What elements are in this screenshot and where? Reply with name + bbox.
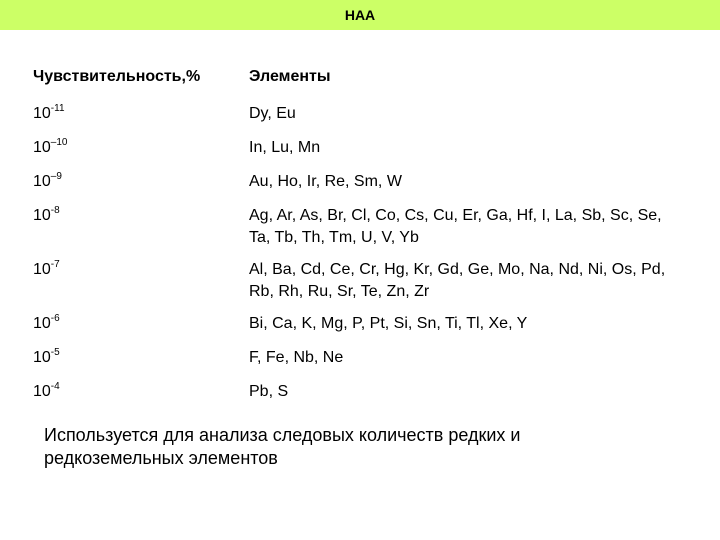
page-title: НАА (344, 7, 376, 23)
sensitivity-cell (33, 200, 249, 254)
sensitivity-base: 10 (33, 349, 51, 366)
sensitivity-exponent: -5 (50, 347, 60, 358)
usage-note: Используется для анализа следовых количеств редких и редкоземельных элементов (44, 425, 521, 468)
sensitivity-exponent: –10 (50, 137, 68, 148)
elements-cell: Au, Ho, Ir, Re, Sm, W (249, 173, 402, 190)
sensitivity-base: 10 (33, 261, 51, 278)
table-header-row (33, 64, 683, 98)
table-row (33, 200, 683, 254)
table-row (33, 98, 683, 132)
sensitivity-base: 10 (33, 173, 51, 190)
sensitivity-exponent: -6 (50, 313, 60, 324)
elements-cell: F, Fe, Nb, Ne (249, 349, 344, 366)
sensitivity-cell (33, 342, 249, 376)
elements-cell: In, Lu, Mn (249, 139, 321, 156)
sensitivity-cell (33, 166, 249, 200)
sensitivity-exponent: -11 (50, 103, 65, 114)
sensitivity-column-header: Чувствительность,% (33, 68, 201, 85)
sensitivity-base: 10 (33, 207, 51, 224)
sensitivity-cell (33, 254, 249, 308)
elements-cell: Al, Ba, Cd, Ce, Cr, Hg, Kr, Gd, Ge, Mo, Na, Nd, Ni, Os, Pd, Rb, Rh, Ru, Sr, Te, Zn, Zr (249, 261, 666, 300)
sensitivity-base: 10 (33, 139, 51, 156)
elements-cell: Bi, Ca, K, Mg, P, Pt, Si, Sn, Ti, Tl, Xe, Y (249, 315, 528, 332)
table-row (33, 376, 683, 410)
sensitivity-exponent: -8 (50, 205, 60, 216)
table-row (33, 308, 683, 342)
elements-column-header: Элементы (249, 68, 331, 85)
sensitivity-cell (33, 376, 249, 410)
sensitivity-exponent: -4 (50, 381, 60, 392)
sensitivity-exponent: -7 (50, 259, 60, 270)
table-row (33, 342, 683, 376)
elements-cell: Ag, Ar, As, Br, Cl, Co, Cs, Cu, Er, Ga, Hf, I, La, Sb, Sc, Se, Ta, Tb, Th, Tm, U, V, Yb (249, 207, 662, 246)
sensitivity-base: 10 (33, 105, 51, 122)
title-bar (0, 0, 720, 30)
table-row (33, 132, 683, 166)
sensitivity-cell (33, 308, 249, 342)
table-row (33, 254, 683, 308)
table-row (33, 166, 683, 200)
sensitivity-base: 10 (33, 315, 51, 332)
sensitivity-table (33, 64, 683, 410)
sensitivity-cell (33, 132, 249, 166)
sensitivity-base: 10 (33, 383, 51, 400)
elements-cell: Dy, Eu (249, 105, 296, 122)
sensitivity-cell (33, 98, 249, 132)
sensitivity-exponent: –9 (50, 171, 62, 182)
elements-cell: Pb, S (249, 383, 289, 400)
